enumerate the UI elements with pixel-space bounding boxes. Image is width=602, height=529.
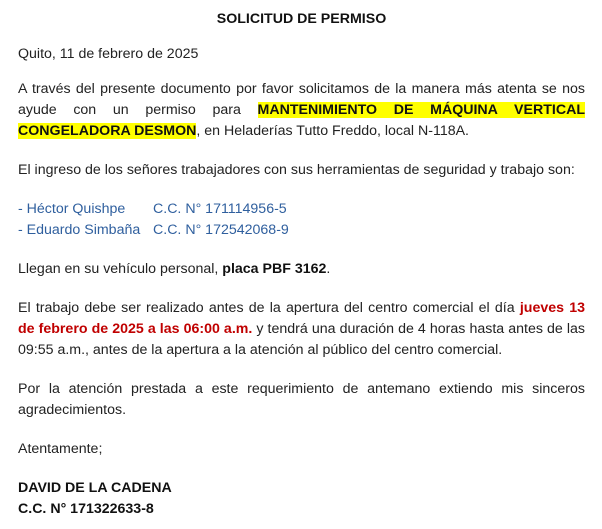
highlighted-request: MANTENIMIENTO DE MÁQUINA VERTICAL CONGELADORA DESMON [18, 102, 585, 139]
signature-id: C.C. N° 171322633-8 [18, 501, 154, 517]
vehicle-plate: placa PBF 3162 [222, 261, 327, 277]
vehicle-line [18, 259, 585, 280]
thanks-paragraph: Por la atención prestada a este requerimiento de antemano extiendo mis sinceros agradecimientos. [18, 381, 585, 418]
document-page [18, 8, 585, 520]
worker-id: C.C. N° 171114956-5 [153, 201, 287, 217]
intro-text-before: A través del presente documento por favor solicitamos de la manera más atenta se nos ayude con un permiso para [18, 81, 585, 118]
worker-item [18, 220, 585, 241]
schedule-text-after: y tendrá una duración de 4 horas hasta antes de las 09:55 a.m., antes de la apertura a la atención al público del centro comercial. [18, 321, 585, 358]
schedule-text-before: El trabajo debe ser realizado antes de la apertura del centro comercial el día [18, 300, 520, 316]
worker-id: C.C. N° 172542068-9 [153, 222, 289, 238]
schedule-deadline: jueves 13 de febrero de 2025 a las 06:00 a.m. [18, 300, 585, 337]
workers-list [18, 199, 585, 241]
intro-text-after: , en Heladerías Tutto Freddo, local N-118A. [196, 123, 470, 139]
date-line: Quito, 11 de febrero de 2025 [18, 46, 199, 62]
workers-intro: El ingreso de los señores trabajadores con sus herramientas de seguridad y trabajo son: [18, 162, 575, 178]
worker-item [18, 199, 585, 220]
signature-name: DAVID DE LA CADENA [18, 480, 172, 496]
vehicle-text-after: . [326, 261, 331, 277]
intro-paragraph [18, 79, 585, 142]
schedule-paragraph [18, 298, 585, 361]
vehicle-text-before: Llegan en su vehículo personal, [18, 261, 223, 277]
worker-name: - Héctor Quishpe [18, 201, 126, 217]
worker-name: - Eduardo Simbaña [18, 222, 141, 238]
closing-line: Atentamente; [18, 441, 103, 457]
document-title: SOLICITUD DE PERMISO [216, 11, 387, 27]
